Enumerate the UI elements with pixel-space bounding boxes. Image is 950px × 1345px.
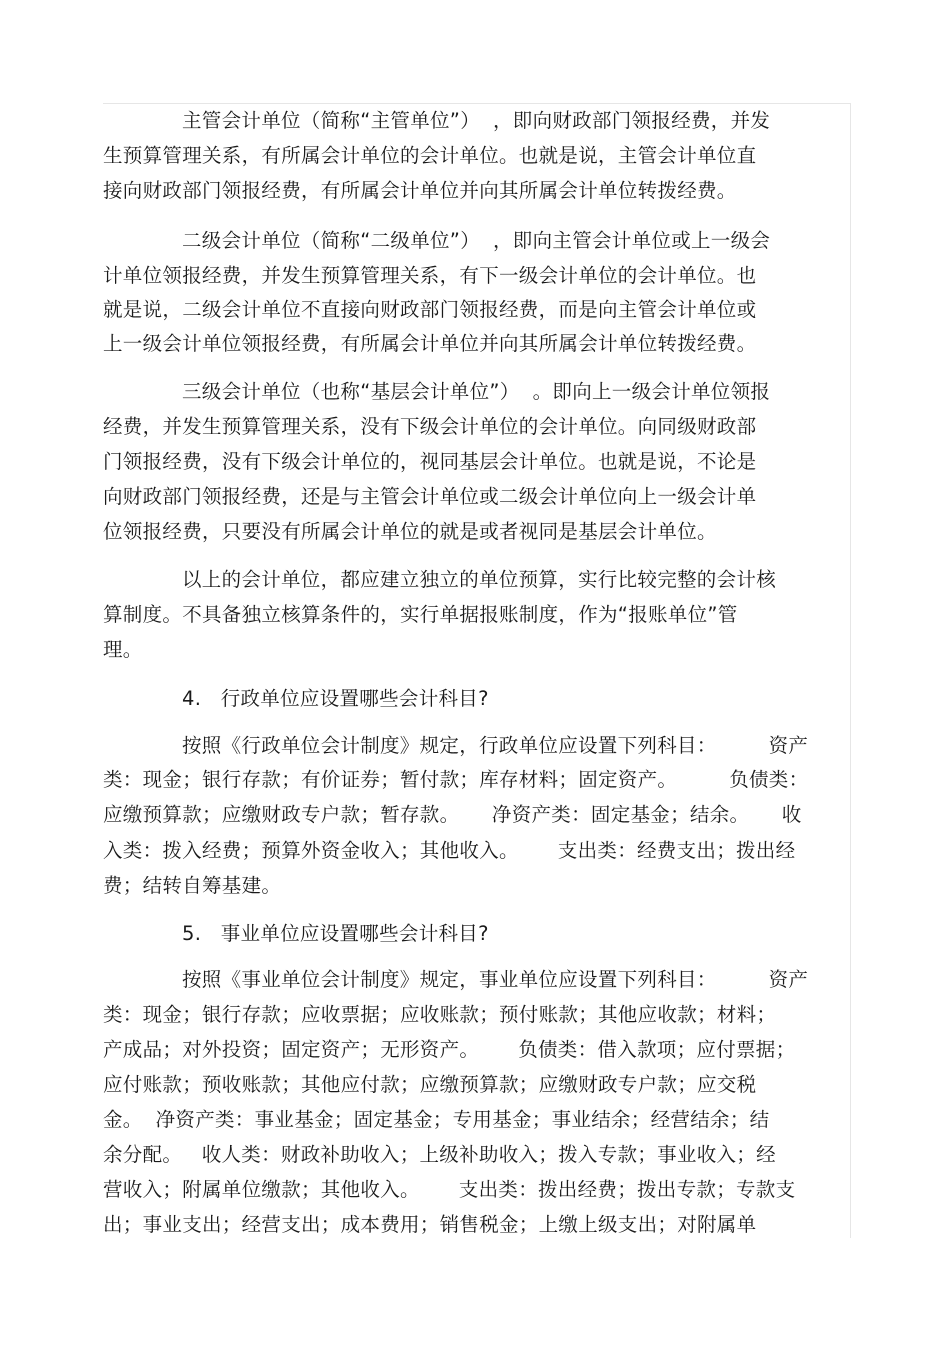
paragraph-5-line-2: 类：现金；银行存款；有价证券；暂付款；库存材料；固定资产。 负债类： (103, 768, 809, 791)
paragraph-6-line-8: 出；事业支出；经营支出；成本费用；销售税金；上缴上级支出；对附属单 (103, 1213, 757, 1236)
paragraph-1-line-2: 生预算管理关系，有所属会计单位的会计单位。也就是说，主管会计单位直 (103, 144, 757, 167)
paragraph-5-line-3: 应缴预算款；应缴财政专户款；暂存款。 净资产类：固定基金；结余。 收 (103, 803, 802, 826)
paragraph-5-line-4: 入类：拨入经费；预算外资金收入；其他收入。 支出类：经费支出；拨出经 (103, 839, 796, 862)
paragraph-6-line-2: 类：现金；银行存款；应收票据；应收账款；预付账款；其他应收款；材料； (103, 1003, 777, 1026)
question-4-heading: 4. 行政单位应设置哪些会计科目? (182, 687, 489, 710)
paragraph-6-line-4: 应付账款；预收账款；其他应付款；应缴预算款；应缴财政专户款；应交税 (103, 1073, 757, 1096)
paragraph-6-line-7: 营收入；附属单位缴款；其他收入。 支出类：拨出经费；拨出专款；专款支 (103, 1178, 796, 1201)
paragraph-1-line-1: 主管会计单位（简称“主管单位”） ，即向财政部门领报经费，并发 (182, 109, 771, 132)
question-5-heading: 5. 事业单位应设置哪些会计科目? (182, 922, 489, 945)
paragraph-3-line-2: 经费，并发生预算管理关系，没有下级会计单位的会计单位。向同级财政部 (103, 415, 757, 438)
paragraph-6-line-6: 余分配。 收人类：财政补助收入；上级补助收入；拨入专款；事业收入；经 (103, 1143, 776, 1166)
paragraph-4-line-1: 以上的会计单位，都应建立独立的单位预算，实行比较完整的会计核 (182, 568, 777, 591)
paragraph-2-line-4: 上一级会计单位领报经费，有所属会计单位并向其所属会计单位转拨经费。 (103, 332, 757, 355)
paragraph-6-line-3: 产成品；对外投资；固定资产；无形资产。 负债类：借入款项；应付票据； (103, 1038, 796, 1061)
paragraph-6-line-5: 金。 净资产类：事业基金；固定基金；专用基金；事业结余；经营结余；结 (103, 1108, 770, 1131)
paragraph-5-line-1: 按照《行政单位会计制度》规定，行政单位应设置下列科目： 资产 (182, 734, 809, 757)
paragraph-3-line-3: 门领报经费，没有下级会计单位的，视同基层会计单位。也就是说，不论是 (103, 450, 757, 473)
paragraph-2-line-1: 二级会计单位（简称“二级单位”） ，即向主管会计单位或上一级会 (182, 229, 771, 252)
paragraph-4-line-3: 理。 (103, 638, 143, 661)
paragraph-4-line-2: 算制度。不具备独立核算条件的，实行单据报账制度，作为“报账单位”管 (103, 603, 738, 626)
paragraph-6-line-1: 按照《事业单位会计制度》规定，事业单位应设置下列科目： 资产 (182, 968, 809, 991)
paragraph-3-line-4: 向财政部门领报经费，还是与主管会计单位或二级会计单位向上一级会计单 (103, 485, 757, 508)
paragraph-5-line-5: 费；结转自筹基建。 (103, 874, 282, 897)
paragraph-1-line-3: 接向财政部门领报经费，有所属会计单位并向其所属会计单位转拨经费。 (103, 179, 737, 202)
paragraph-3-line-5: 位领报经费，只要没有所属会计单位的就是或者视同是基层会计单位。 (103, 520, 717, 543)
paragraph-3-line-1: 三级会计单位（也称“基层会计单位”） 。即向上一级会计单位领报 (182, 380, 771, 403)
paragraph-2-line-2: 计单位领报经费，并发生预算管理关系，有下一级会计单位的会计单位。也 (103, 264, 757, 287)
paragraph-2-line-3: 就是说，二级会计单位不直接向财政部门领报经费，而是向主管会计单位或 (103, 298, 757, 321)
